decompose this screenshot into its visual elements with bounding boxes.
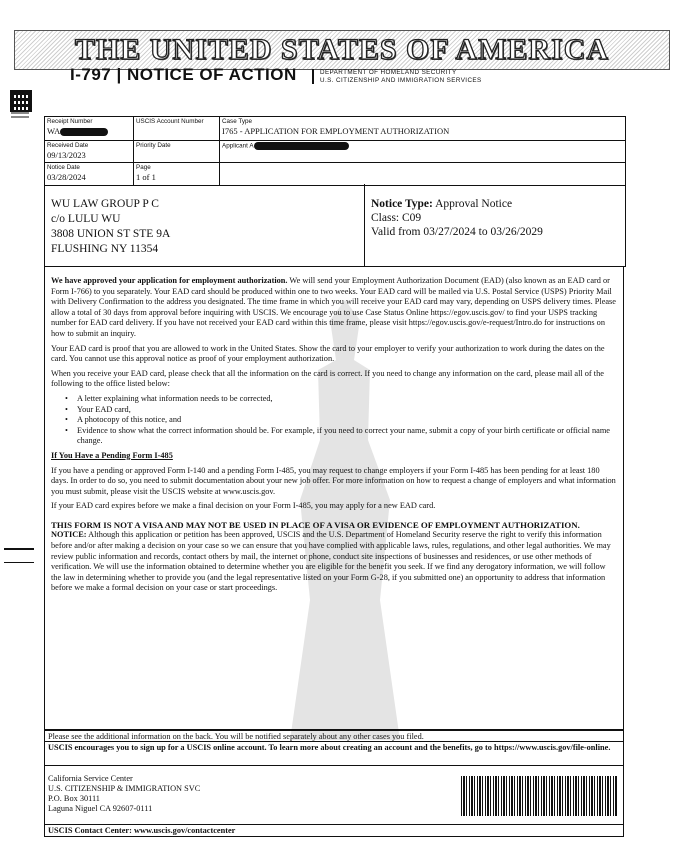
list-item: • Evidence to show what the correct information should be. For example, if you need to correct your name, submit a copy of your birth certificate or official name change. [65, 426, 617, 447]
notice-date-cell [45, 163, 134, 185]
form-title: I-797 | NOTICE OF ACTION [70, 65, 297, 84]
pending-i485-paragraph: If you have a pending or approved Form I-140 and a pending Form I-485, you may request to change employers if your Form I-485 has been pending for at least 180 days. In order to do so, you need to submit documentation about your new job offer. For more information on how to request a change of employers and what information you must submit, please visit the USCIS website at www.uscis.gov. [51, 465, 616, 496]
uscis-account-cell [134, 117, 220, 141]
notice-type-label: Notice Type: [371, 198, 433, 210]
mailing-address [51, 197, 170, 257]
applicant-cell [220, 141, 625, 163]
approval-text: We will send your Employment Authorization Document (EAD) (also known as an EAD card or Form I-766) to you separately. Your EAD card should be produced within one to two weeks. Your EAD card will be mailed via U.S. Postal Service (USPS) Priority Mail with Delivery Confirmation to the address you designated. The time frame in which you will receive your EAD card may vary, depending on USPS delivery times. Please allow a total of 30 days from approval before inquiring with USCIS. We encourage you to use Case Status Online https://egov.uscis.gov/ to find your USPS tracking number for EAD card delivery. If you have not received your EAD card within this time frame, please visit https://egov.uscis.gov/e-request/Intro.do for instructions on how to submit an inquiry. [51, 276, 616, 338]
received-date-value: 09/13/2023 [47, 150, 86, 160]
redaction-mark [254, 142, 349, 150]
page-label: Page [136, 164, 151, 171]
pending-i485-heading: If You Have a Pending Form I-485 [51, 450, 173, 460]
online-account-line: USCIS encourages you to sign up for a USCIS online account. To learn more about creating an account and the benefits, go to https://www.uscis.gov/file-online. [44, 742, 624, 766]
service-center-block [44, 766, 624, 825]
ead-expiry-paragraph: If your EAD card expires before we make a final decision on your Form I-485, you may apply for a new EAD card. [51, 501, 436, 511]
address-line-2: c/o LULU WU [51, 213, 121, 225]
page-cell [134, 163, 220, 185]
notice-paragraph [51, 530, 617, 594]
service-center-po-box: P.O. Box 30111 [48, 794, 100, 803]
us-banner [14, 30, 670, 70]
notice-body [44, 266, 624, 730]
notice-summary [371, 197, 543, 239]
correction-list [65, 394, 617, 447]
not-a-visa-warning: THIS FORM IS NOT A VISA AND MAY NOT BE USED IN PLACE OF A VISA OR EVIDENCE OF EMPLOYMENT AUTHORIZATION. [51, 519, 580, 530]
dept-line-2: U.S. CITIZENSHIP AND IMMIGRATION SERVICES [320, 76, 482, 84]
notice-class: Class: C09 [371, 212, 422, 224]
priority-date-label: Priority Date [136, 142, 171, 149]
approval-paragraph [51, 276, 617, 340]
notice-text: Although this application or petition has been approved, USCIS and the U.S. Department of Homeland Security reserve the right to verify this information before and/or after making a decision on your case so we can ensure that you have complied with applicable laws, rules, regulations, and other legal authorities. We may review public information and records, contact others by mail, the internet or phone, conduct site inspections of businesses and residences, or use other methods of verification. We will use the information obtained to determine whether you are eligible for the benefit you seek. If we find any derogatory information, we will follow the law in determining whether to provide you (and the legal representative listed on your Form G-28, if you submitted one) an opportunity to address that information before we make a formal decision on your case or start proceedings. [51, 530, 611, 593]
case-header-grid [44, 116, 626, 186]
qr-code-icon [10, 90, 32, 112]
page-value: 1 of 1 [136, 172, 156, 182]
applicant-label: Applicant [222, 142, 248, 150]
address-divider [364, 184, 365, 266]
list-item: • A letter explaining what information needs to be corrected, [65, 394, 617, 405]
margin-marks [4, 548, 34, 575]
case-type-value: I765 - APPLICATION FOR EMPLOYMENT AUTHORIZATION [222, 126, 450, 136]
ead-proof-paragraph: Your EAD card is proof that you are allowed to work in the United States. Show the card to your employer to verify your authorization to work during the dates on the card. You cannot use this approval notice as proof of your employment authorization. [51, 343, 605, 364]
service-center-name: California Service Center [48, 774, 133, 783]
applicant-value: A [249, 142, 254, 150]
additional-info-line: Please see the additional information on the back. You will be notified separately about any other cases you filed. [44, 730, 624, 742]
department-block [312, 69, 482, 84]
notice-date-label: Notice Date [47, 164, 80, 171]
contact-center-line: USCIS Contact Center: www.uscis.gov/contactcenter [44, 825, 624, 837]
list-item: • A photocopy of this notice, and [65, 415, 617, 426]
notice-valid-dates: Valid from 03/27/2024 to 03/26/2029 [371, 226, 543, 238]
barcode [461, 776, 617, 816]
notice-type-value: Approval Notice [435, 198, 513, 210]
receipt-number-label: Receipt Number [47, 118, 93, 125]
approval-heading: We have approved your application for employment authorization. [51, 276, 288, 285]
received-date-cell [45, 141, 134, 163]
priority-date-cell [134, 141, 220, 163]
receipt-number-cell [45, 117, 134, 141]
service-center-agency: U.S. CITIZENSHIP & IMMIGRATION SVC [48, 784, 201, 793]
receipt-number-value: WA [47, 126, 61, 136]
margin-marks [11, 112, 29, 120]
address-line-1: WU LAW GROUP P C [51, 198, 159, 210]
correction-paragraph: When you receive your EAD card, please check that all the information on the card is correct. If you need to change any information on the card, please mail all of the following to the office listed below: [51, 368, 604, 389]
service-center-city: Laguna Niguel CA 92607-0111 [48, 804, 153, 813]
notice-date-value: 03/28/2024 [47, 172, 86, 182]
case-type-label: Case Type [222, 118, 252, 125]
list-item: • Your EAD card, [65, 405, 617, 416]
dept-line-1: DEPARTMENT OF HOMELAND SECURITY [320, 69, 457, 76]
received-date-label: Received Date [47, 142, 89, 149]
uscis-account-label: USCIS Account Number [136, 118, 204, 125]
case-type-cell [220, 117, 625, 141]
address-notice-box [44, 184, 626, 267]
address-line-4: FLUSHING NY 11354 [51, 243, 159, 255]
notice-label: NOTICE: [51, 530, 87, 540]
address-line-3: 3808 UNION ST STE 9A [51, 228, 171, 240]
banner-title: THE UNITED STATES OF AMERICA [74, 33, 610, 66]
redaction-mark [60, 128, 108, 136]
